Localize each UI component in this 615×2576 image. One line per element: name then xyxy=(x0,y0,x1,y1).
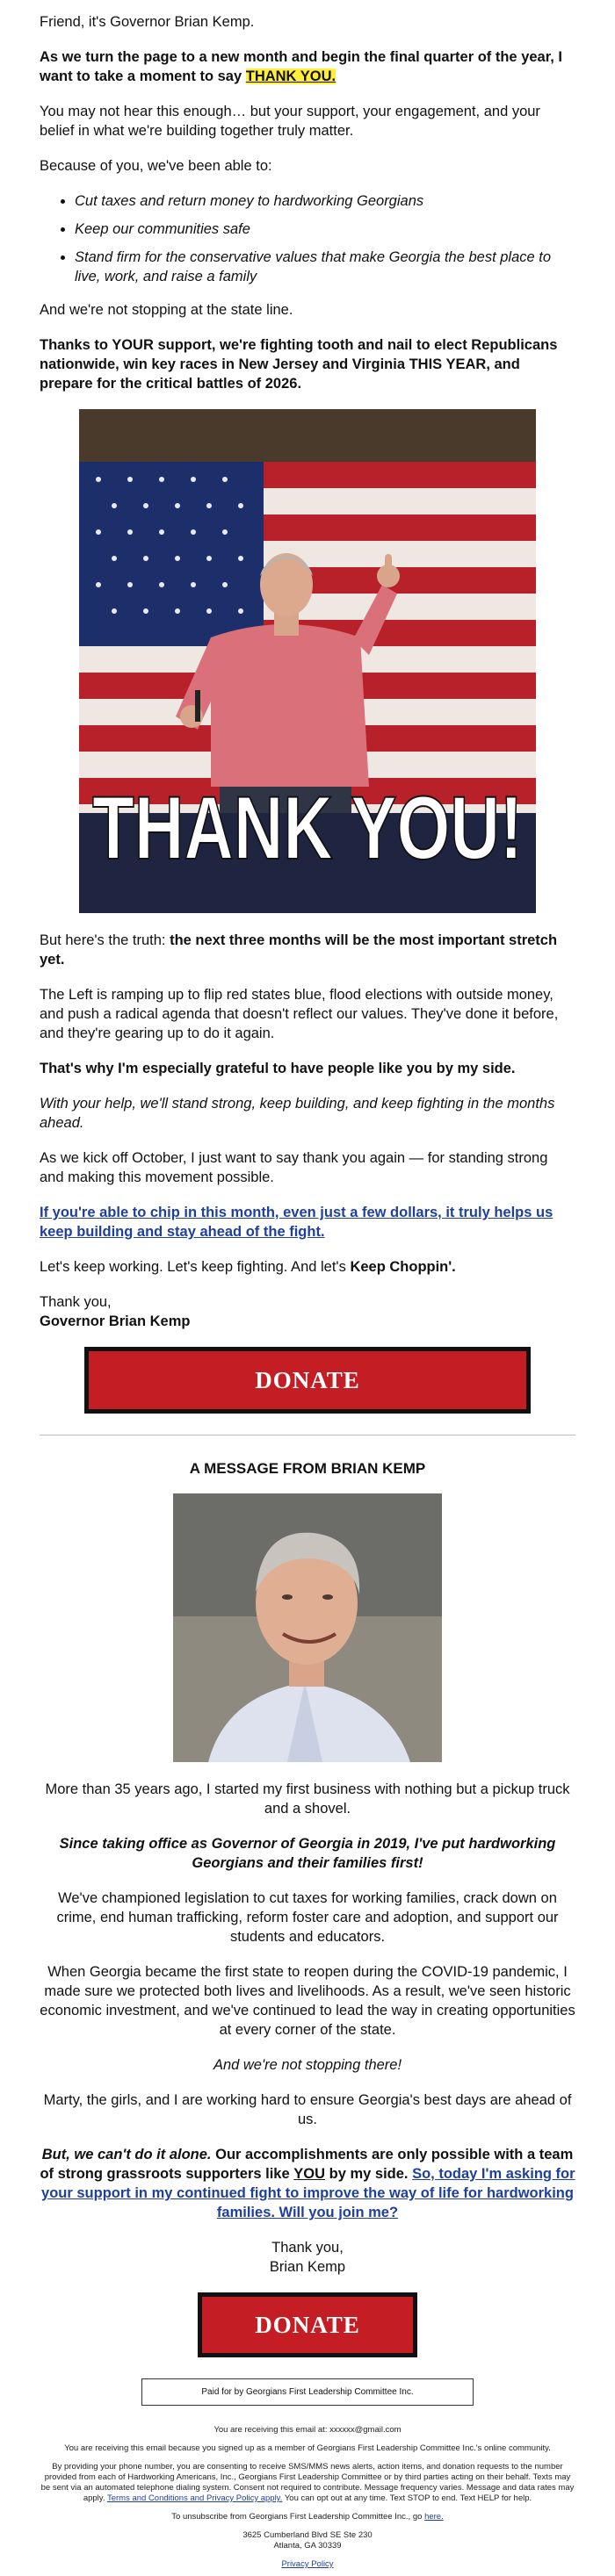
signature: Governor Brian Kemp xyxy=(40,1313,191,1329)
alone-you: YOU xyxy=(293,2166,326,2182)
legislation-paragraph: We've championed legislation to cut taxes for working families, crack down on crime, end human trafficking, reform foster care and adoption, and support our students and educators. xyxy=(56,1890,559,1945)
donate-button[interactable]: DONATE xyxy=(84,1347,531,1414)
alone-paragraph xyxy=(40,2145,575,2222)
greeting: Friend, it's Governor Brian Kemp. xyxy=(40,14,255,30)
keep-paragraph xyxy=(40,1257,575,1277)
because-paragraph: Because of you, we've been able to: xyxy=(40,158,272,174)
alone-lead: But, we can't do it alone. xyxy=(41,2147,212,2162)
message-title: A MESSAGE FROM BRIAN KEMP xyxy=(189,1460,426,1477)
join-me-link[interactable]: So, today I'm asking for your support in my continued fight to improve the way of life for hardworking families. Will you join me? xyxy=(41,2166,575,2220)
signoff: Thank you, xyxy=(40,1294,112,1310)
list-item: • Stand firm for the conservative values that make Georgia the best place to live, work, and raise a family xyxy=(75,248,575,286)
message-thanks: Thank you, xyxy=(271,2240,344,2256)
chip-in-paragraph xyxy=(40,1203,575,1241)
footer-unsubscribe xyxy=(40,2512,575,2522)
kickoff-paragraph: As we kick off October, I just want to say thank you again — for standing strong and making this movement possible. xyxy=(40,1150,548,1185)
truth-bold: the next three months will be the most important stretch yet. xyxy=(40,932,558,968)
support-paragraph: You may not hear this enough… but your support, your engagement, and your belief in what we're building together truly matter. xyxy=(40,104,540,139)
grateful-paragraph: That's why I'm especially grateful to have people like you by my side. xyxy=(40,1061,516,1076)
accomplishments-list xyxy=(40,191,575,286)
marty-paragraph: Marty, the girls, and I are working hard to ensure Georgia's best days are ahead of us. xyxy=(43,2092,572,2127)
truth-lead: But here's the truth: xyxy=(40,932,166,948)
address-line-2: Atlanta, GA 30339 xyxy=(273,2541,342,2551)
privacy-policy-link[interactable]: Privacy Policy xyxy=(281,2559,334,2569)
footer-member: You are receiving this email because you signed up as a member of Georgians First Leadership Committee Inc.'s online community. xyxy=(64,2443,551,2453)
message-name: Brian Kemp xyxy=(269,2259,346,2275)
donate-button-2[interactable]: DONATE xyxy=(198,2292,417,2357)
thank-you-highlight: THANK YOU. xyxy=(245,68,336,84)
truth-paragraph xyxy=(40,931,575,969)
section-divider xyxy=(40,1435,575,1436)
since-paragraph: Since taking office as Governor of Georgia in 2019, I've put hardworking Georgians and their families first! xyxy=(59,1836,556,1871)
donate-row xyxy=(40,1347,575,1414)
help-paragraph: With your help, we'll stand strong, keep building, and keep fighting in the months ahead. xyxy=(40,1096,555,1131)
footer-sms-text: By providing your phone number, you are consenting to receive SMS/MMS news alerts, action items, and donation requests to the number provided from each of Hardworking Americans, Inc., Georgians First Leadership Committee or by third parties acting on their behalf. Texts may be sent via an automated telephone dialing system. Consent not required to contribute. Message frequency varies. Message and data rates may apply. xyxy=(40,2462,575,2503)
list-item: • Keep our communities safe xyxy=(75,219,575,239)
paid-for-box: Paid for by Georgians First Leadership Committee Inc. xyxy=(141,2378,474,2406)
unsubscribe-text: To unsubscribe from Georgians First Leadership Committee Inc., go xyxy=(171,2512,423,2522)
keep-lead: Let's keep working. Let's keep fighting. And let's xyxy=(40,1259,346,1275)
unsubscribe-link[interactable]: here. xyxy=(424,2512,444,2522)
keep-choppin: Keep Choppin'. xyxy=(350,1259,456,1275)
covid-paragraph: When Georgia became the first state to reopen during the COVID-19 pandemic, I made sure we protected both lives and livelihoods. As a result, we've seen historic economic investment, and we've continued to lead the way in creating opportunities at every corner of the state. xyxy=(40,1964,575,2038)
alone-text-2: by my side. xyxy=(329,2166,409,2182)
alone-text-1: Our accomplishments are only possible with a team of strong grassroots supporters like xyxy=(40,2147,574,2182)
thank-you-hero-image[interactable] xyxy=(79,409,536,913)
state-line-paragraph: And we're not stopping at the state line. xyxy=(40,302,293,318)
intro-paragraph xyxy=(40,47,575,86)
hero-caption: THANK YOU! xyxy=(92,778,523,878)
footer-receiving: You are receiving this email at: xxxxxx@gmail.com xyxy=(213,2425,402,2435)
portrait-photo xyxy=(173,1493,442,1762)
donate-row-2 xyxy=(40,2292,575,2357)
kemp-portrait-image xyxy=(173,1493,442,1762)
business-paragraph: More than 35 years ago, I started my first business with nothing but a pickup truck and a shovel. xyxy=(45,1781,570,1817)
intro-text: As we turn the page to a new month and begin the final quarter of the year, I want to take a moment to say xyxy=(40,49,562,84)
signoff-block xyxy=(40,1292,575,1331)
footer-address xyxy=(40,2530,575,2551)
terms-link[interactable]: Terms and Conditions and Privacy Policy apply. xyxy=(106,2493,283,2503)
chip-in-link[interactable]: If you're able to chip in this month, even just a few dollars, it truly helps us keep building and stay ahead of the fight. xyxy=(40,1205,554,1240)
footer-opt-out: You can opt out at any time. Text STOP to end. Text HELP for help. xyxy=(284,2493,532,2503)
footer-privacy xyxy=(40,2559,575,2570)
fighting-paragraph: Thanks to YOUR support, we're fighting tooth and nail to elect Republicans nationwide, win key races in New Jersey and Virginia THIS YEAR, and prepare for the critical battles of 2026. xyxy=(40,337,558,392)
list-item: • Cut taxes and return money to hardworking Georgians xyxy=(75,191,575,211)
email-body xyxy=(40,0,575,2570)
footer-sms xyxy=(40,2462,575,2504)
not-stopping-paragraph: And we're not stopping there! xyxy=(213,2057,402,2073)
hero-photo xyxy=(79,409,536,913)
left-paragraph: The Left is ramping up to flip red states blue, flood elections with outside money, and push a radical agenda that doesn't reflect our values. They've done it before, and they're gearing up to do it again. xyxy=(40,987,559,1041)
message-signoff xyxy=(40,2238,575,2277)
address-line-1: 3625 Cumberland Blvd SE Ste 230 xyxy=(242,2530,373,2540)
